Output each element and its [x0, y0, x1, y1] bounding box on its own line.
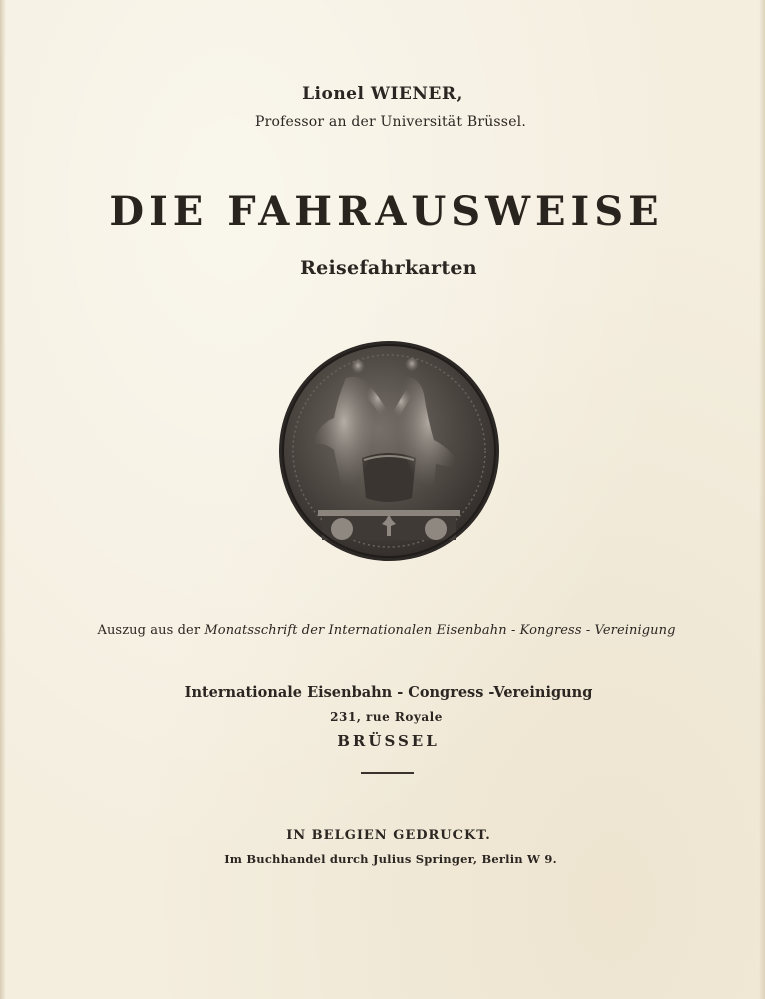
- excerpt-prefix: Auszug aus der: [97, 623, 205, 638]
- printed-in-note: IN BELGIEN GEDRUCKT.: [286, 828, 491, 843]
- page-edge-right: [759, 0, 765, 999]
- journal-name: Monatsschrift der Internationalen Eisenbahn - Kongress - Vereinigung: [204, 623, 676, 638]
- author-name: Lionel WIENER,: [302, 84, 463, 104]
- author-affiliation: Professor an der Universität Brüssel.: [254, 114, 527, 130]
- bookshop-note: Im Buchhandel durch Julius Springer, Berlin W 9.: [224, 852, 557, 866]
- excerpt-note: [4, 623, 765, 638]
- publisher-organization: Internationale Eisenbahn - Congress -Vereinigung: [184, 684, 593, 701]
- document-subtitle: Reisefahrkarten: [300, 257, 477, 279]
- medal-icon: [278, 340, 500, 562]
- page-edge-left: [0, 0, 6, 999]
- publisher-city: BRÜSSEL: [337, 732, 440, 750]
- divider-rule: [361, 772, 414, 774]
- publisher-street: 231, rue Royale: [330, 710, 443, 724]
- commemorative-medal-image: [278, 340, 500, 562]
- document-title: DIE FAHRAUSWEISE: [109, 188, 664, 235]
